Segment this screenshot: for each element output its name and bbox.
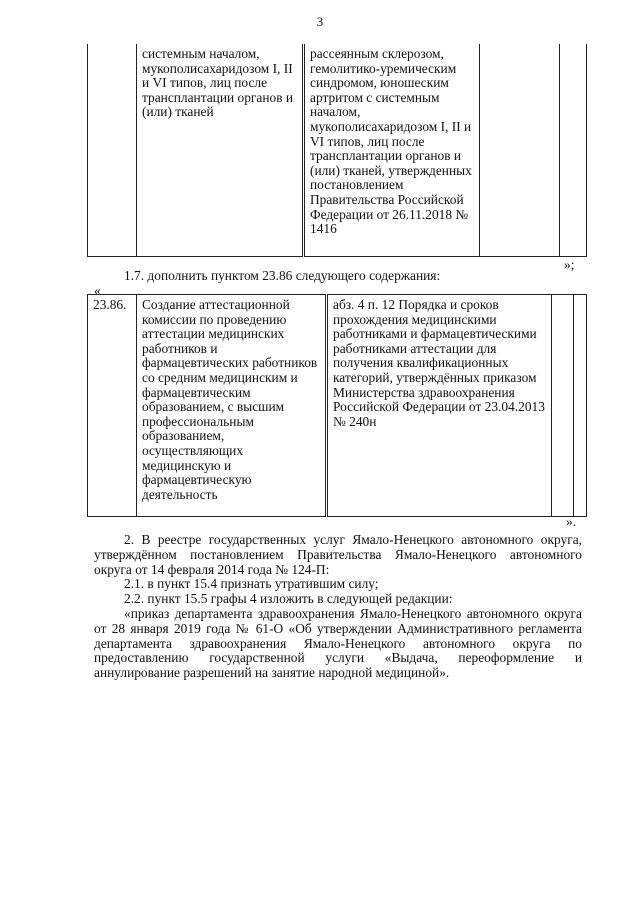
table-cell-service: Создание аттестационной комиссии по проведению аттестации медицинских работников и фармацевтических работников со средним медицинским и фармацевтическим образованием, с высшим профессиональным образованием, осуществляющих медицинскую и фармацевтическую деятельность: [137, 295, 327, 517]
table-cell-empty: [574, 295, 587, 517]
paragraph-2-2: 2.2. пункт 15.5 графы 4 изложить в следующей редакции:: [124, 591, 453, 606]
table-row: [88, 44, 587, 256]
services-table-continuation: [87, 44, 587, 257]
opening-quote: «: [94, 283, 101, 298]
table-cell-basis: рассеянным склерозом, гемолитико-уремическим синдромом, юношеским артритом с системным началом, мукополисахаридозом I, II и VI типов, лиц после трансплантации органов и (или) тканей, утвержденных постановлением Правительства Российской Федерации от 26.11.2018 № 1416: [304, 44, 480, 256]
table-cell-empty: [480, 44, 560, 256]
paragraph-2-1: 2.1. в пункт 15.4 признать утратившим силу;: [124, 576, 379, 591]
page-number: 3: [316, 14, 324, 29]
item-1-7: 1.7. дополнить пунктом 23.86 следующего содержания:: [124, 268, 441, 283]
table-cell-basis: абз. 4 п. 12 Порядка и сроков прохождения медицинскими работниками и фармацевтическими работниками аттестации для получения квалификационных категорий, утверждённых приказом Министерства здравоохранения Российской Федерации от 23.04.2013 № 240н: [327, 295, 552, 517]
new-service-table: [87, 294, 587, 517]
table-cell-service: системным началом, мукополисахаридозом I, II и VI типов, лиц после трансплантации органов и (или) тканей: [137, 44, 304, 256]
table-cell-empty: [552, 295, 574, 517]
paragraph-quote: «приказ департамента здравоохранения Ямало-Ненецкого автономного округа от 28 января 2019 года № 61-О «Об утверждении Административного регламента департамента здравоохранения Ямало-Ненецкого автономного округа по предоставлению государственной услуги «Выдача, переоформление и аннулирование разрешений на занятие народной медициной».: [94, 606, 582, 681]
paragraph-2: 2. В реестре государственных услуг Ямало-Ненецкого автономного округа, утверждённом постановлением Правительства Ямало-Ненецкого автономного округа от 14 февраля 2014 года № 124-П:: [94, 532, 582, 577]
table-row: [88, 295, 587, 517]
table-cell-number: 23.86.: [88, 295, 137, 517]
table-cell-number: [88, 44, 137, 256]
closing-quote: »;: [564, 257, 575, 272]
table-cell-empty: [560, 44, 587, 256]
closing-quote: ».: [566, 514, 577, 529]
